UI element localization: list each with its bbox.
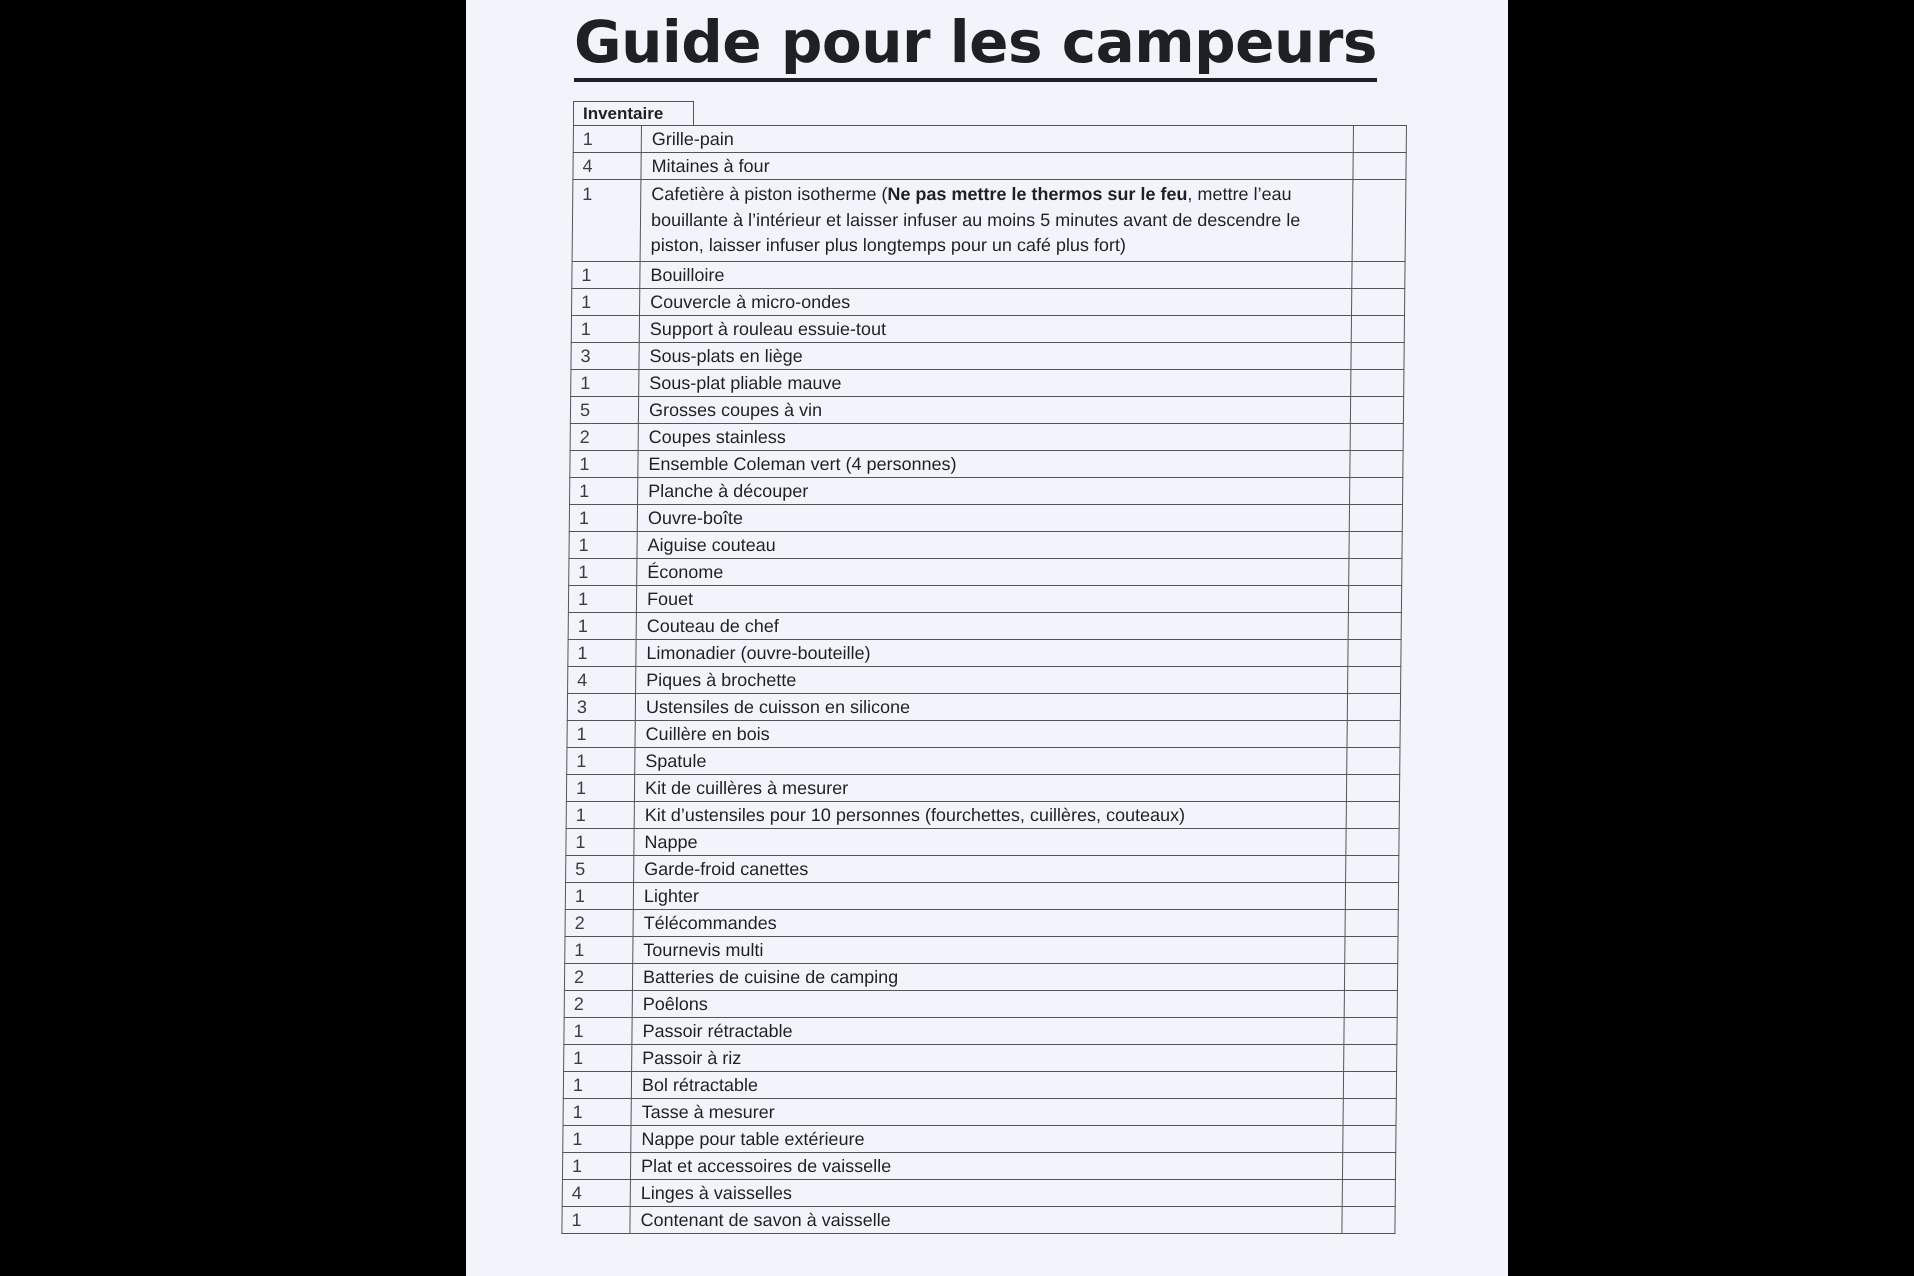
table-row: [568, 585, 1401, 612]
check-cell: [1350, 450, 1403, 477]
item-cell: Kit d’ustensiles pour 10 personnes (fourchettes, cuillères, couteaux): [634, 801, 1346, 828]
item-cell: Batteries de cuisine de camping: [632, 963, 1344, 990]
table-row: [565, 909, 1398, 936]
quantity-cell: 1: [572, 261, 640, 288]
quantity-cell: 1: [562, 1152, 630, 1179]
table-row: [567, 747, 1400, 774]
item-cell: Passoir à riz: [632, 1044, 1344, 1071]
check-cell: [1353, 126, 1406, 153]
quantity-cell: 1: [567, 747, 635, 774]
quantity-cell: 1: [567, 720, 635, 747]
table-row: [573, 126, 1406, 153]
quantity-cell: 2: [564, 990, 632, 1017]
item-text: Cafetière à piston isotherme (: [651, 184, 888, 204]
item-cell: [640, 180, 1353, 262]
check-cell: [1344, 1017, 1397, 1044]
quantity-cell: 1: [568, 639, 636, 666]
item-cell: Garde-froid canettes: [634, 855, 1346, 882]
table-row: [571, 369, 1404, 396]
check-cell: [1342, 1206, 1395, 1233]
quantity-cell: 2: [564, 963, 632, 990]
quantity-cell: 1: [563, 1098, 631, 1125]
item-cell: Tasse à mesurer: [631, 1098, 1343, 1125]
quantity-cell: 1: [572, 180, 641, 262]
item-cell: Couteau de chef: [636, 612, 1348, 639]
check-cell: [1346, 801, 1399, 828]
check-cell: [1344, 990, 1397, 1017]
table-row: [570, 396, 1403, 423]
quantity-cell: 2: [570, 423, 638, 450]
table-row: [568, 666, 1401, 693]
quantity-cell: 1: [570, 477, 638, 504]
quantity-cell: 1: [573, 126, 641, 153]
item-cell: Planche à découper: [638, 477, 1350, 504]
quantity-cell: 1: [569, 558, 637, 585]
check-cell: [1345, 909, 1398, 936]
quantity-cell: 1: [562, 1206, 630, 1233]
check-cell: [1343, 1098, 1396, 1125]
check-cell: [1351, 315, 1404, 342]
item-cell: Ustensiles de cuisson en silicone: [635, 693, 1347, 720]
item-cell: Nappe: [634, 828, 1346, 855]
check-cell: [1346, 855, 1399, 882]
item-cell: Coupes stainless: [638, 423, 1350, 450]
item-cell: Poêlons: [632, 990, 1344, 1017]
quantity-cell: 1: [566, 774, 634, 801]
quantity-cell: 1: [564, 1044, 632, 1071]
quantity-cell: 1: [564, 1017, 632, 1044]
table-row: [569, 504, 1402, 531]
item-cell: Piques à brochette: [636, 666, 1348, 693]
inventory-table: [561, 125, 1407, 1234]
table-row: [563, 1071, 1396, 1098]
item-cell: Fouet: [636, 585, 1348, 612]
item-cell: Lighter: [633, 882, 1345, 909]
table-row: [572, 261, 1405, 288]
quantity-cell: 1: [568, 585, 636, 612]
item-cell: Sous-plat pliable mauve: [639, 369, 1351, 396]
check-cell: [1347, 693, 1400, 720]
table-row: [564, 1017, 1397, 1044]
quantity-cell: 1: [563, 1125, 631, 1152]
quantity-cell: 1: [568, 612, 636, 639]
item-cell: Grosses coupes à vin: [638, 396, 1350, 423]
check-cell: [1349, 558, 1402, 585]
check-cell: [1352, 261, 1405, 288]
table-row: [570, 423, 1403, 450]
item-cell: Couvercle à micro-ondes: [640, 288, 1352, 315]
check-cell: [1348, 612, 1401, 639]
quantity-cell: 1: [569, 504, 637, 531]
item-cell: Télécommandes: [633, 909, 1345, 936]
item-cell: Contenant de savon à vaisselle: [630, 1206, 1342, 1233]
check-cell: [1343, 1125, 1396, 1152]
item-cell: Mitaines à four: [641, 153, 1353, 180]
quantity-cell: 1: [565, 882, 633, 909]
item-cell: Économe: [637, 558, 1349, 585]
check-cell: [1353, 153, 1406, 180]
table-row: [563, 1098, 1396, 1125]
check-cell: [1351, 369, 1404, 396]
item-cell: Kit de cuillères à mesurer: [634, 774, 1346, 801]
check-cell: [1348, 585, 1401, 612]
quantity-cell: 1: [571, 369, 639, 396]
item-cell: Sous-plats en liège: [639, 342, 1351, 369]
table-row: [568, 612, 1401, 639]
item-cell: Ouvre-boîte: [637, 504, 1349, 531]
quantity-cell: 3: [571, 342, 639, 369]
item-cell: Tournevis multi: [633, 936, 1345, 963]
table-row: [572, 180, 1406, 262]
table-row: [570, 450, 1403, 477]
check-cell: [1350, 423, 1403, 450]
quantity-cell: 1: [563, 1071, 631, 1098]
check-cell: [1347, 720, 1400, 747]
check-cell: [1349, 504, 1402, 531]
table-row: [564, 990, 1397, 1017]
table-row: [569, 531, 1402, 558]
check-cell: [1346, 774, 1399, 801]
table-row: [562, 1206, 1395, 1233]
table-row: [566, 801, 1399, 828]
quantity-cell: 4: [573, 153, 641, 180]
check-cell: [1346, 828, 1399, 855]
table-row: [564, 1044, 1397, 1071]
table-row: [572, 288, 1405, 315]
table-row: [569, 558, 1402, 585]
item-cell: Bol rétractable: [631, 1071, 1343, 1098]
quantity-cell: 1: [571, 315, 639, 342]
table-row: [563, 1125, 1396, 1152]
check-cell: [1350, 477, 1403, 504]
quantity-cell: 1: [565, 936, 633, 963]
inventory-table-body: [562, 126, 1407, 1234]
check-cell: [1349, 531, 1402, 558]
check-cell: [1345, 936, 1398, 963]
item-cell: Linges à vaisselles: [630, 1179, 1342, 1206]
table-row: [566, 828, 1399, 855]
check-cell: [1352, 288, 1405, 315]
item-cell: Nappe pour table extérieure: [631, 1125, 1343, 1152]
check-cell: [1351, 342, 1404, 369]
item-cell: Ensemble Coleman vert (4 personnes): [638, 450, 1350, 477]
item-cell: Limonadier (ouvre-bouteille): [636, 639, 1348, 666]
table-row: [565, 882, 1398, 909]
quantity-cell: 1: [572, 288, 640, 315]
table-row: [571, 315, 1404, 342]
quantity-cell: 1: [566, 828, 634, 855]
check-cell: [1348, 666, 1401, 693]
check-cell: [1342, 1179, 1395, 1206]
table-row: [570, 477, 1403, 504]
check-cell: [1348, 639, 1401, 666]
check-cell: [1352, 180, 1406, 262]
table-row: [571, 342, 1404, 369]
item-cell: Spatule: [635, 747, 1347, 774]
item-cell: Grille-pain: [641, 126, 1353, 153]
item-cell: Passoir rétractable: [632, 1017, 1344, 1044]
table-row: [566, 774, 1399, 801]
quantity-cell: 1: [570, 450, 638, 477]
check-cell: [1344, 1044, 1397, 1071]
table-row: [566, 855, 1399, 882]
item-cell: Aiguise couteau: [637, 531, 1349, 558]
page-title: Guide pour les campeurs: [574, 6, 1377, 82]
check-cell: [1343, 1071, 1396, 1098]
quantity-cell: 2: [565, 909, 633, 936]
quantity-cell: 4: [562, 1179, 630, 1206]
item-cell: Bouilloire: [640, 261, 1352, 288]
check-cell: [1350, 396, 1403, 423]
table-row: [573, 153, 1406, 180]
check-cell: [1345, 882, 1398, 909]
quantity-cell: 1: [566, 801, 634, 828]
table-row: [565, 936, 1398, 963]
item-cell: Support à rouleau essuie-tout: [639, 315, 1351, 342]
item-text: , mettre l’eau bouillante à l’intérieur et laisser infuser au moins 5 minutes avant de descendre le piston, laisser infuser plus longtemps pour un café plus fort): [650, 184, 1301, 255]
quantity-cell: 5: [570, 396, 638, 423]
table-row: [562, 1152, 1395, 1179]
table-row: [567, 693, 1400, 720]
quantity-cell: 4: [568, 666, 636, 693]
item-cell: Cuillère en bois: [635, 720, 1347, 747]
quantity-cell: 5: [566, 855, 634, 882]
quantity-cell: 3: [567, 693, 635, 720]
check-cell: [1344, 963, 1397, 990]
thermos-warning: Ne pas mettre le thermos sur le feu: [887, 184, 1188, 204]
item-cell: Plat et accessoires de vaisselle: [630, 1152, 1342, 1179]
check-cell: [1347, 747, 1400, 774]
table-row: [562, 1179, 1395, 1206]
quantity-cell: 1: [569, 531, 637, 558]
table-row: [564, 963, 1397, 990]
table-row: [567, 720, 1400, 747]
inventory-heading: Inventaire: [573, 101, 694, 125]
document-page: [466, 0, 1508, 1276]
table-row: [568, 639, 1401, 666]
check-cell: [1342, 1152, 1395, 1179]
